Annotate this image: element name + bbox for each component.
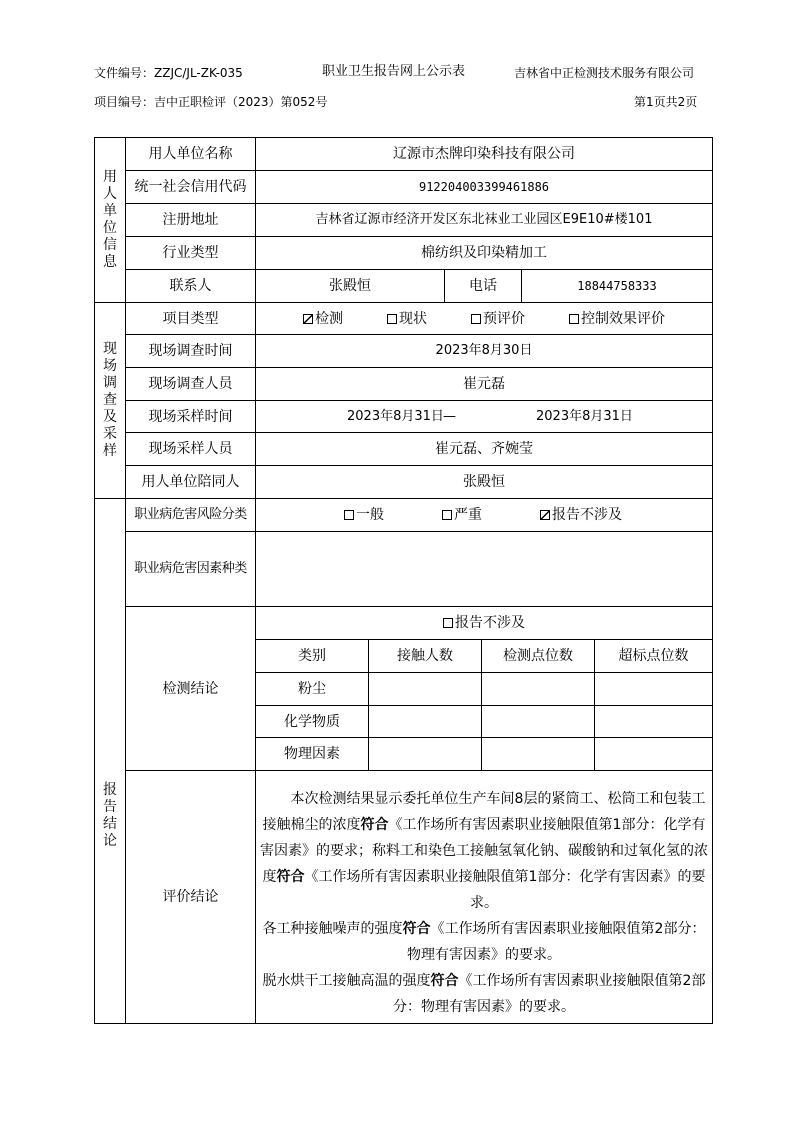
- section-survey-sampling: 现场调查及采样: [103, 341, 117, 459]
- sampling-end: 2023年8月31日: [536, 408, 633, 424]
- address-value: 吉林省辽源市经济开发区东北袜业工业园区E9E10#楼101: [315, 212, 653, 227]
- employer-name-value: 辽源市杰牌印染科技有限公司: [393, 146, 575, 162]
- checkbox-icon[interactable]: [387, 314, 397, 324]
- detection-not-involved[interactable]: 报告不涉及: [256, 607, 712, 639]
- option-control-effect[interactable]: 控制效果评价: [569, 311, 665, 327]
- chemical-points: [482, 706, 594, 737]
- dust-exposed: [369, 673, 481, 705]
- risk-class-options: [256, 499, 712, 531]
- detection-conclusion-label: 检测结论: [162, 680, 219, 697]
- sampling-dash: —: [443, 408, 456, 424]
- checkbox-icon[interactable]: [442, 510, 452, 520]
- checkbox-checked-icon[interactable]: [540, 510, 550, 520]
- physical-exposed: [369, 738, 481, 770]
- option-not-involved[interactable]: 报告不涉及: [540, 507, 622, 523]
- factor-type-label: 职业病危害因素种类: [134, 561, 247, 576]
- page-indicator: 第1页共2页: [634, 95, 698, 109]
- checkbox-icon[interactable]: [443, 618, 453, 628]
- eval-paragraph-2: 各工种接触噪声的强度符合《工作场所有害因素职业接触限值第2部分：物理有害因素》的要求。: [262, 921, 706, 963]
- address-label: 注册地址: [162, 212, 219, 228]
- sampler-label: 现场采样人员: [148, 441, 233, 457]
- col-header-points: 检测点位数: [503, 648, 573, 664]
- document-number: 文件编号：ZZJC/JL-ZK-035: [94, 66, 243, 80]
- phone-label: 电话: [469, 278, 497, 294]
- physical-exceed: [595, 738, 712, 770]
- page-title: 职业卫生报告网上公示表: [322, 64, 466, 79]
- option-general[interactable]: 一般: [344, 507, 384, 523]
- checkbox-checked-icon[interactable]: [303, 314, 313, 324]
- surveyor-label: 现场调查人员: [148, 376, 233, 392]
- table-row-physical: 物理因素: [284, 746, 340, 762]
- checkbox-icon[interactable]: [569, 314, 579, 324]
- dust-exceed: [595, 673, 712, 705]
- sampler-value: 崔元磊、齐婉莹: [435, 441, 533, 457]
- employer-name-label: 用人单位名称: [148, 146, 233, 162]
- checkbox-icon[interactable]: [471, 314, 481, 324]
- escort-label: 用人单位陪同人: [141, 474, 240, 490]
- industry-value: 棉纺织及印染精加工: [421, 245, 547, 261]
- col-header-exceed: 超标点位数: [618, 648, 689, 664]
- option-status[interactable]: 现状: [387, 311, 427, 327]
- risk-class-label: 职业病危害风险分类: [134, 507, 247, 522]
- sampling-start: 2023年8月31日: [347, 408, 444, 424]
- section-employer-info: 用人单位信息: [103, 169, 117, 270]
- checkbox-icon[interactable]: [344, 510, 354, 520]
- surveyor-value: 崔元磊: [463, 376, 505, 392]
- project-type-label: 项目类型: [162, 310, 219, 327]
- factor-type-value: [256, 532, 712, 606]
- option-serious[interactable]: 严重: [442, 507, 482, 523]
- table-row-chemical: 化学物质: [284, 713, 340, 730]
- chemical-exposed: [369, 706, 481, 737]
- survey-time-value: 2023年8月30日: [435, 343, 533, 358]
- physical-points: [482, 738, 594, 770]
- credit-code-label: 统一社会信用代码: [134, 179, 247, 195]
- option-pre-evaluation[interactable]: 预评价: [471, 311, 525, 327]
- table-row-dust: 粉尘: [298, 681, 326, 697]
- evaluation-conclusion-text: [256, 786, 712, 1020]
- sampling-time-value: [256, 401, 712, 432]
- chemical-exceed: [595, 706, 712, 737]
- contact-label: 联系人: [169, 278, 212, 294]
- project-number: 项目编号：吉中正职检评（2023）第052号: [94, 95, 328, 109]
- eval-paragraph-1: 本次检测结果显示委托单位生产车间8层的紧筒工、松筒工和包装工接触棉尘的浓度符合《工作场所有害因素职业接触限值第1部分：化学有害因素》的要求；称料工和染色工接触氢氧化钠、碳酸钠和过氧化氢的浓度符合《工作场所有害因素职业接触限值第1部分：化学有害因素》的要求。: [260, 791, 708, 911]
- industry-label: 行业类型: [162, 245, 219, 261]
- survey-time-label: 现场调查时间: [148, 343, 233, 359]
- sampling-time-label: 现场采样时间: [148, 408, 233, 425]
- option-detection[interactable]: 检测: [303, 311, 343, 327]
- escort-value: 张殿恒: [463, 474, 505, 490]
- contact-value: 张殿恒: [329, 278, 371, 294]
- project-type-options: [256, 303, 712, 334]
- section-report-conclusion: 报告结论: [103, 782, 117, 849]
- credit-code-value: 912204003399461886: [418, 180, 550, 194]
- eval-paragraph-3: 脱水烘干工接触高温的强度符合《工作场所有害因素职业接触限值第2部分：物理有害因素》的要求。: [262, 973, 706, 1015]
- phone-value: 18844758333: [577, 279, 657, 293]
- col-header-category: 类别: [298, 648, 326, 664]
- evaluation-conclusion-label: 评价结论: [162, 889, 219, 905]
- company-name: 吉林省中正检测技术服务有限公司: [514, 66, 695, 80]
- dust-points: [482, 673, 594, 705]
- col-header-exposed: 接触人数: [397, 648, 453, 664]
